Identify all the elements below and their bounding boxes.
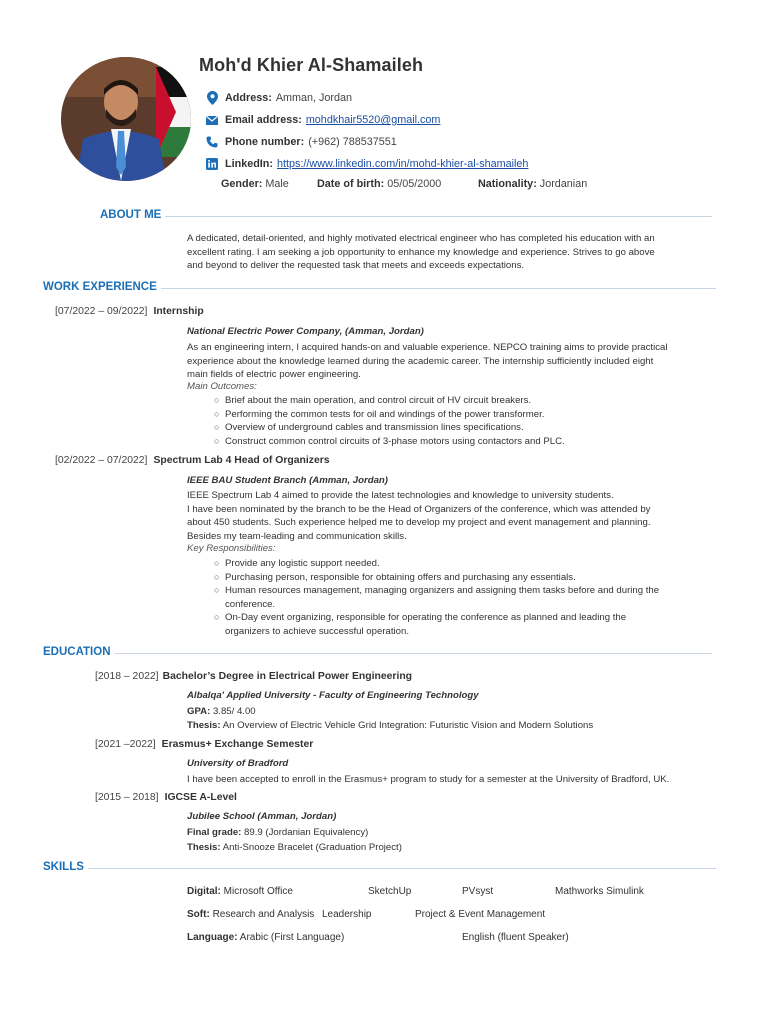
linkedin-link[interactable]: https://www.linkedin.com/in/mohd-khier-al-shamaileh	[277, 158, 529, 170]
education-heading	[95, 739, 313, 750]
address-label: Address:	[225, 92, 272, 104]
personal-details	[221, 178, 587, 190]
list-item	[214, 394, 725, 408]
section-divider	[161, 288, 716, 289]
location-pin-icon	[205, 91, 219, 105]
job-dates: [02/2022 – 07/2022]	[55, 455, 148, 466]
education-degree: Bachelor’s Degree in Electrical Power Engineering	[162, 671, 413, 682]
list-item-text: Brief about the main operation, and control circuit of HV circuit breakers.	[225, 395, 532, 406]
gender-value: Male	[265, 178, 289, 190]
education-school: Albalqa' Applied University - Faculty of Engineering Technology	[187, 690, 479, 701]
nationality	[478, 178, 587, 190]
education-school: Jubilee School (Amman, Jordan)	[187, 811, 337, 822]
education-grade	[187, 826, 368, 840]
bullet-icon: ○	[214, 612, 220, 623]
about-title: ABOUT ME	[100, 209, 162, 221]
desc-line: Besides my team-leading and communication skills.	[187, 530, 407, 542]
profile-photo	[61, 57, 191, 181]
date-of-birth	[317, 178, 478, 190]
skills-digital-label	[187, 886, 293, 897]
skills-digital-label-text: Digital:	[187, 886, 221, 897]
about-line: A dedicated, detail-oriented, and highly motivated electrical engineer who has completed his education with an	[187, 233, 655, 244]
list-item-text: conference.	[225, 598, 276, 610]
job-role: Internship	[153, 306, 204, 317]
thesis-value: Anti-Snooze Bracelet (Graduation Project)	[222, 842, 402, 853]
gender-label: Gender:	[221, 178, 263, 190]
bullet-icon: ○	[214, 571, 220, 582]
nationality-value: Jordanian	[539, 178, 588, 190]
thesis-value: An Overview of Electric Vehicle Grid Integration: Futuristic Vision and Modern Solutions	[222, 720, 594, 731]
dob-value: 05/05/2000	[387, 178, 442, 190]
list-item	[214, 435, 725, 449]
thesis-label: Thesis:	[187, 720, 221, 731]
desc-line: As an engineering intern, I acquired hands-on and valuable experience. NEPCO training aims to provide practical	[187, 342, 668, 353]
desc-line: about 450 students. Such experience helped me to develop my project and event management and planning.	[187, 517, 651, 528]
about-text	[187, 232, 727, 273]
list-item	[214, 557, 725, 571]
skills-soft-label	[187, 909, 314, 920]
about-line: excellent rating. I am seeking a job opportunity to enhance my knowledge and experience. Strives to go above	[187, 246, 655, 258]
linkedin-row	[205, 156, 528, 172]
education-section-header	[43, 645, 712, 659]
responsibilities-title: Key Responsibilities:	[187, 543, 276, 554]
education-title: EDUCATION	[43, 646, 111, 658]
job-heading	[55, 306, 204, 317]
gpa-label: GPA:	[187, 706, 211, 717]
job-role: Spectrum Lab 4 Head of Organizers	[153, 455, 330, 466]
work-title: WORK EXPERIENCE	[43, 281, 157, 293]
about-section-header	[100, 208, 712, 222]
education-dates: [2018 – 2022]	[95, 671, 159, 682]
job-description	[187, 341, 727, 382]
education-gpa	[187, 705, 256, 719]
outcomes-list	[214, 394, 725, 448]
job-organization: National Electric Power Company, (Amman, Jordan)	[187, 326, 424, 337]
skills-language-label-text: Language:	[187, 932, 238, 943]
list-item	[214, 408, 725, 422]
education-thesis	[187, 841, 402, 855]
bullet-icon: ○	[214, 435, 220, 446]
address-row	[205, 90, 352, 106]
education-degree: Erasmus+ Exchange Semester	[161, 739, 314, 750]
desc-line: IEEE Spectrum Lab 4 aimed to provide the latest technologies and knowledge to university students.	[187, 490, 614, 501]
candidate-name: Moh'd Khier Al-Shamaileh	[199, 55, 424, 75]
phone-label: Phone number:	[225, 136, 305, 148]
nationality-label: Nationality:	[478, 178, 537, 190]
bullet-icon: ○	[214, 422, 220, 433]
thesis-label: Thesis:	[187, 842, 221, 853]
bullet-icon: ○	[214, 558, 220, 568]
education-school: University of Bradford	[187, 758, 289, 769]
grade-label: Final grade:	[187, 827, 242, 838]
section-divider	[115, 653, 712, 654]
list-item-continuation	[225, 598, 725, 612]
education-dates: [2021 –2022]	[95, 739, 156, 750]
list-item	[214, 584, 725, 598]
list-item-text: organizers to achieve successful operation.	[225, 625, 409, 637]
skill-item: English (fluent Speaker)	[462, 932, 569, 943]
skill-item: Mathworks Simulink	[555, 886, 644, 897]
education-dates: [2015 – 2018]	[95, 792, 159, 803]
list-item	[214, 571, 725, 585]
job-dates: [07/2022 – 09/2022]	[55, 306, 148, 317]
responsibilities-list	[214, 557, 725, 639]
gpa-value: 3.85/ 4.00	[212, 706, 256, 717]
work-section-header	[43, 280, 716, 294]
list-item-text: Purchasing person, responsible for obtaining offers and purchasing any essentials.	[225, 571, 576, 583]
list-item-text: On-Day event organizing, responsible for operating the conference as planned and leading the	[225, 612, 627, 624]
linkedin-icon	[205, 157, 219, 171]
address-value: Amman, Jordan	[275, 92, 353, 104]
list-item-text: Human resources management, managing organizers and assigning them tasks before and during the	[225, 585, 660, 597]
skill-item: Research and Analysis	[212, 909, 315, 920]
outcomes-title: Main Outcomes:	[187, 381, 257, 392]
list-item-text: Performing the common tests for oil and windings of the power transformer.	[225, 408, 545, 420]
education-note: I have been accepted to enroll in the Erasmus+ program to study for a semester at the University of Bradford, UK.	[187, 774, 670, 785]
about-line: and beyond to deliver the requested task that meets and exceeds expectations.	[187, 260, 525, 271]
bullet-icon: ○	[214, 408, 220, 419]
list-item-continuation	[225, 625, 725, 639]
education-thesis	[187, 719, 593, 733]
job-description	[187, 489, 727, 543]
skill-item: PVsyst	[462, 886, 494, 897]
email-row	[205, 112, 440, 128]
job-heading	[55, 455, 330, 466]
education-degree: IGCSE A-Level	[164, 792, 237, 803]
list-item-text: Provide any logistic support needed.	[225, 558, 380, 569]
desc-line: experience about the knowledge learned during the academic career. The internship sufficiently included eight	[187, 355, 654, 367]
job-organization: IEEE BAU Student Branch (Amman, Jordan)	[187, 475, 388, 486]
email-label: Email address:	[225, 114, 302, 126]
section-divider	[165, 216, 712, 217]
skill-item: Microsoft Office	[223, 886, 293, 897]
skills-section-header	[43, 860, 716, 874]
skill-item: Leadership	[322, 909, 372, 920]
list-item-text: Overview of underground cables and transmission lines specifications.	[225, 422, 524, 434]
education-heading	[95, 671, 412, 682]
phone-icon	[205, 135, 219, 149]
phone-row	[205, 134, 397, 150]
desc-line: I have been nominated by the branch to be the Head of Organizers of the conference, which was attended by	[187, 503, 651, 515]
email-link[interactable]: mohdkhair5520@gmail.com	[305, 114, 441, 126]
skill-item: Arabic (First Language)	[239, 932, 345, 943]
section-divider	[88, 868, 716, 869]
envelope-icon	[205, 113, 219, 127]
skills-language-label	[187, 932, 344, 943]
list-item	[214, 611, 725, 625]
bullet-icon: ○	[214, 585, 220, 596]
desc-line: main fields of electric power engineering.	[187, 369, 361, 380]
bullet-icon: ○	[214, 395, 220, 405]
skill-item: SketchUp	[368, 886, 412, 897]
phone-value: (+962) 788537551	[308, 136, 397, 148]
education-heading	[95, 792, 237, 803]
skill-item: Project & Event Management	[415, 909, 546, 920]
skills-title: SKILLS	[43, 861, 84, 873]
grade-value: 89.9 (Jordanian Equivalency)	[244, 827, 369, 838]
gender	[221, 178, 317, 190]
list-item-text: Construct common control circuits of 3-phase motors using contactors and PLC.	[225, 435, 565, 447]
list-item	[214, 421, 725, 435]
dob-label: Date of birth:	[317, 178, 385, 190]
skills-soft-label-text: Soft:	[187, 909, 210, 920]
linkedin-label: LinkedIn:	[225, 158, 273, 170]
